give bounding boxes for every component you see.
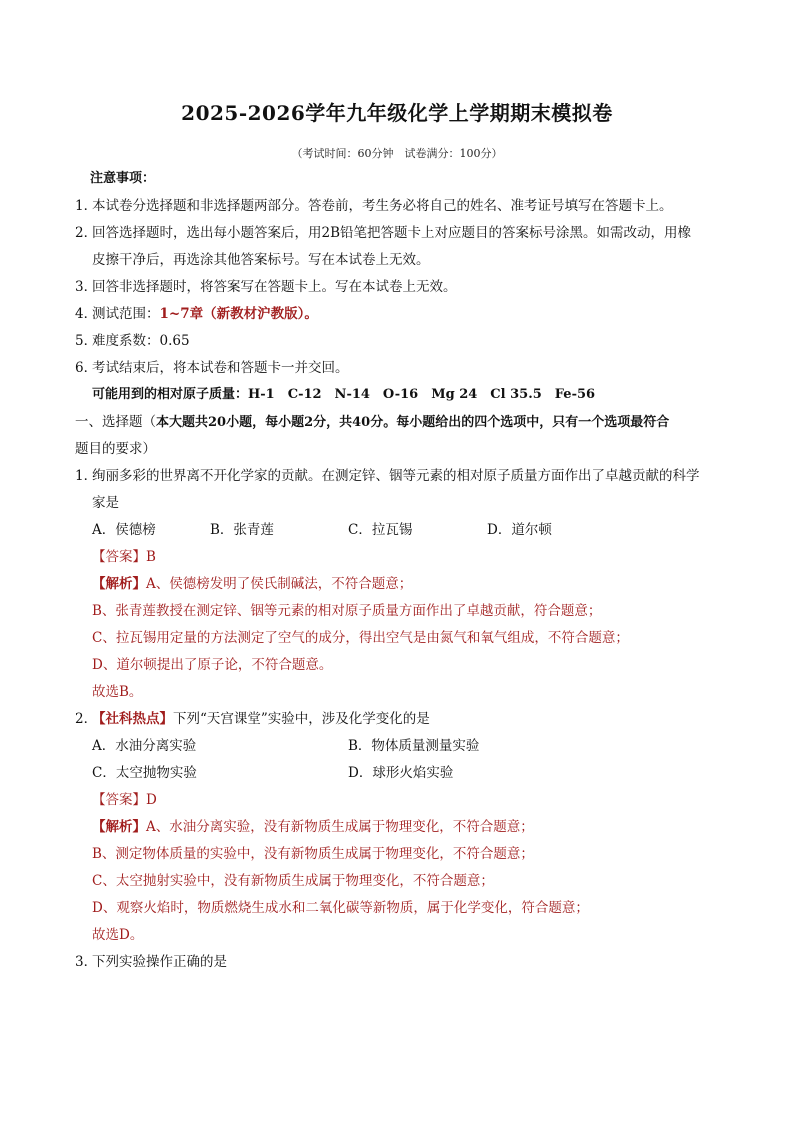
analysis-line [92,818,534,836]
notice-item-continued: 皮擦干净后，再选涂其他答案标号。写在本试卷上无效。 [92,252,430,268]
notice-text: 测试范围： [92,306,160,322]
conclusion-line: 故选B。 [92,684,143,700]
notice-item: 难度系数：0.65 [92,333,190,349]
answer-line [92,791,157,809]
notice-item: 本试卷分选择题和非选择题两部分。答卷前，考生务必将自己的姓名、准考证号填写在答题卡上。 [92,198,673,214]
answer-line [92,548,156,566]
analysis-label: 【解析】 [92,819,146,835]
option-a: A．水油分离实验 [92,738,197,754]
section-heading-instructions: 本大题共20小题，每小题2分，共40分。每小题给出的四个选项中，只有一个选项最符合 [156,415,670,430]
question-stem-continued: 家是 [92,495,119,511]
conclusion-line: 故选D。 [92,927,144,943]
question-number: 2． [75,711,98,727]
notice-heading: 注意事项： [90,171,156,186]
notice-item [92,305,318,323]
question-stem: 绚丽多彩的世界离不开化学家的贡献。在测定锌、铟等元素的相对原子质量方面作出了卓越贡献的科学 [92,468,700,484]
notice-number: 3． [75,279,98,295]
answer-value: B [146,549,156,565]
analysis-line: C、拉瓦锡用定量的方法测定了空气的成分，得出空气是由氮气和氧气组成，不符合题意； [92,630,629,646]
section-heading [75,413,669,432]
notice-number: 4． [75,306,98,322]
section-heading-continued: 题目的要求） [75,441,156,457]
analysis-line: B、张青莲教授在测定锌、铟等元素的相对原子质量方面作出了卓越贡献，符合题意； [92,603,602,619]
notice-number: 6． [75,360,98,376]
notice-item: 考试结束后，将本试卷和答题卡一并交回。 [92,360,349,376]
option-c: C．拉瓦锡 [348,522,413,538]
answer-label: 【答案】 [92,549,146,565]
option-b: B．物体质量测量实验 [348,738,480,754]
option-c: C．太空抛物实验 [92,765,197,781]
notice-item: 回答选择题时，选出每小题答案后，用2B铅笔把答题卡上对应题目的答案标号涂黑。如需改动，用橡 [92,225,692,241]
page-title: 2025-2026学年九年级化学上学期期末模拟卷 [181,101,613,125]
analysis-line: B、测定物体质量的实验中，没有新物质生成属于物理变化，不符合题意； [92,846,534,862]
test-scope-highlight: 1~7章（新教材沪教版）。 [159,306,318,322]
analysis-line: C、太空抛射实验中，没有新物质生成属于物理变化，不符合题意； [92,873,494,889]
question-stem: 下列实验操作正确的是 [92,954,227,970]
analysis-line: D、观察火焰时，物质燃烧生成水和二氧化碳等新物质，属于化学变化，符合题意； [92,900,589,916]
answer-value: D [146,792,157,808]
question-stem-text: 下列“天宫课堂”实验中，涉及化学变化的是 [173,711,430,727]
atomic-mass-line: 可能用到的相对原子质量：H-1 C-12 N-14 O-16 Mg 24 Cl 35.5 Fe-56 [92,387,596,402]
question-tag: 【社科热点】 [92,711,173,727]
section-heading-prefix: 一、选择题（ [75,414,156,430]
exam-info: （考试时间：60分钟 试卷满分：100分） [291,147,503,160]
analysis-text: A、水油分离实验，没有新物质生成属于物理变化，不符合题意； [146,819,534,835]
analysis-label: 【解析】 [92,576,146,592]
analysis-line [92,575,412,593]
analysis-line: D、道尔顿提出了原子论，不符合题意。 [92,657,333,673]
option-d: D．球形火焰实验 [348,765,454,781]
option-a: A．侯德榜 [92,522,156,538]
notice-number: 2． [75,225,98,241]
question-number: 3． [75,954,98,970]
option-b: B．张青莲 [210,522,274,538]
question-number: 1． [75,468,98,484]
question-stem [92,710,430,728]
analysis-text: A、侯德榜发明了侯氏制碱法，不符合题意； [146,576,413,592]
notice-number: 1． [75,198,98,214]
notice-number: 5． [75,333,98,349]
answer-label: 【答案】 [92,792,146,808]
notice-item: 回答非选择题时，将答案写在答题卡上。写在本试卷上无效。 [92,279,457,295]
option-d: D．道尔顿 [487,522,552,538]
